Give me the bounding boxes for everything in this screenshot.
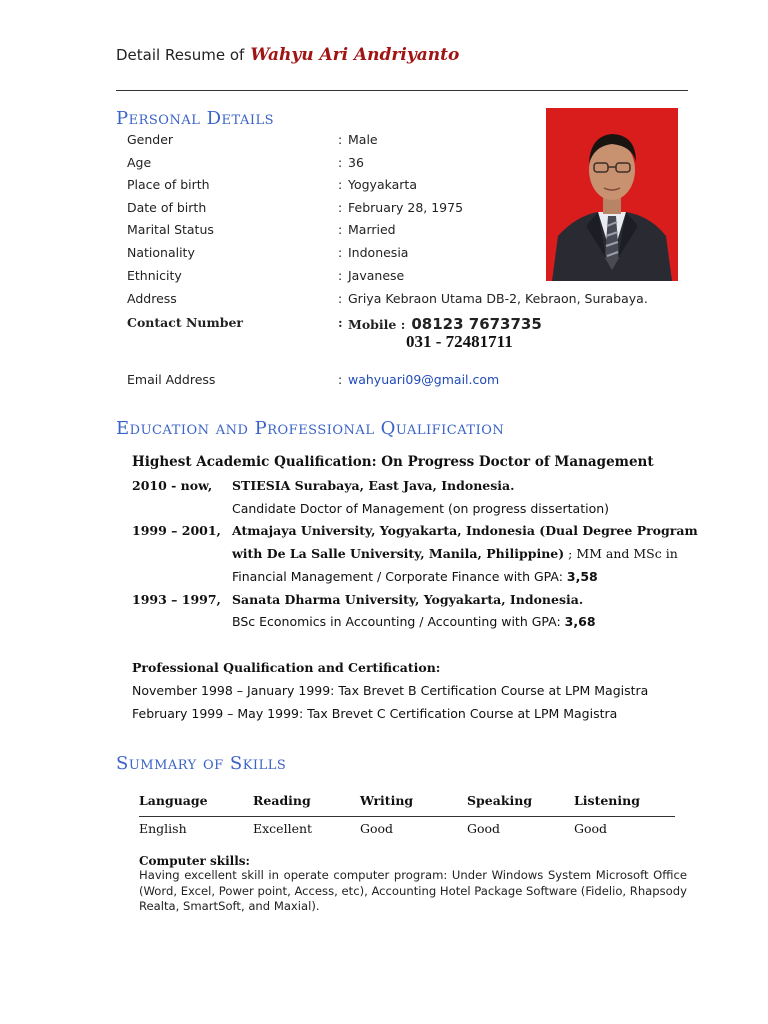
detail-colon: : <box>338 200 343 215</box>
detail-colon: : <box>338 372 343 387</box>
detail-label: Ethnicity <box>127 268 182 283</box>
detail-colon: : <box>338 315 343 330</box>
detail-value: Griya Kebraon Utama DB-2, Kebraon, Surabaya. <box>348 291 648 306</box>
candidate-name: Wahyu Ari Andriyanto <box>250 45 460 65</box>
detail-colon: : <box>338 155 343 170</box>
detail-colon: : <box>338 268 343 283</box>
education-heading: Education and Professional Qualification <box>116 418 505 439</box>
edu3-gpa: 3,68 <box>564 614 596 629</box>
edu1-detail: Candidate Doctor of Management (on progress dissertation) <box>232 501 610 516</box>
detail-colon: : <box>338 222 343 237</box>
email-label: Email Address <box>127 372 216 387</box>
computer-skills-text: Having excellent skill in operate computer program: Under Windows System Microsoft Office (Word, Excel, Power point, Access, etc), Accounting Hotel Package Software (Fidelio, Rhapsody Realta, SmartSoft, and Maxial). <box>139 868 688 913</box>
contact-mobile <box>348 315 542 333</box>
edu2-degree: ; MM and MSc in <box>564 546 678 561</box>
personal-details-heading: Personal Details <box>116 108 275 129</box>
edu3-detail-text: BSc Economics in Accounting / Accounting with GPA: <box>232 614 565 629</box>
detail-colon: : <box>338 132 343 147</box>
highest-qualification: Highest Academic Qualification: On Progress Doctor of Management <box>132 454 654 470</box>
detail-label: Gender <box>127 132 174 147</box>
edu1-school: STIESIA Surabaya, East Java, Indonesia. <box>232 478 515 493</box>
skills-header-reading: Reading <box>253 793 311 808</box>
detail-value: 36 <box>348 155 364 170</box>
edu2-school-partner: with De La Salle University, Manila, Philippine) <box>232 546 565 561</box>
skills-cell-language: English <box>139 821 187 836</box>
header-prefix: Detail Resume of <box>116 46 245 64</box>
skills-cell-reading: Excellent <box>253 821 313 836</box>
detail-colon: : <box>338 291 343 306</box>
edu2-school: Atmajaya University, Yogyakarta, Indonesia (Dual Degree Program <box>232 523 698 538</box>
certification-1: November 1998 – January 1999: Tax Brevet B Certification Course at LPM Magistra <box>132 683 649 698</box>
email-link[interactable]: wahyuari09@gmail.com <box>348 372 500 387</box>
skills-header-writing: Writing <box>360 793 414 808</box>
edu2-gpa: 3,58 <box>566 569 598 584</box>
skills-cell-writing: Good <box>360 821 394 836</box>
detail-label: Age <box>127 155 152 170</box>
contact-label: Contact Number <box>127 315 244 330</box>
phone-number: 031 - 72481711 <box>406 332 513 351</box>
detail-value: Javanese <box>348 268 405 283</box>
skills-header-listening: Listening <box>574 793 640 808</box>
detail-label: Nationality <box>127 245 195 260</box>
detail-value: Married <box>348 222 396 237</box>
detail-value: Yogyakarta <box>348 177 417 192</box>
detail-colon: : <box>338 177 343 192</box>
resume-header <box>116 45 459 65</box>
professional-qualification-title: Professional Qualification and Certification: <box>132 660 441 675</box>
edu3-school: Sanata Dharma University, Yogyakarta, Indonesia. <box>232 592 584 607</box>
portrait-illustration <box>546 108 678 281</box>
edu3-detail <box>232 614 596 629</box>
mobile-number: 08123 7673735 <box>411 315 542 333</box>
detail-value: Indonesia <box>348 245 409 260</box>
certification-2: February 1999 – May 1999: Tax Brevet C Certification Course at LPM Magistra <box>132 706 618 721</box>
skills-heading: Summary of Skills <box>116 753 287 774</box>
profile-photo <box>546 108 678 281</box>
detail-value: February 28, 1975 <box>348 200 464 215</box>
detail-value: Male <box>348 132 378 147</box>
mobile-label: Mobile : <box>348 317 406 332</box>
edu3-years: 1993 – 1997, <box>132 592 221 607</box>
skills-table-divider <box>139 816 675 817</box>
edu1-years: 2010 - now, <box>132 478 213 493</box>
detail-label: Date of birth <box>127 200 207 215</box>
skills-header-language: Language <box>139 793 208 808</box>
computer-skills-title: Computer skills: <box>139 854 250 868</box>
edu2-detail <box>232 569 598 584</box>
edu2-years: 1999 – 2001, <box>132 523 221 538</box>
detail-label: Address <box>127 291 177 306</box>
skills-cell-speaking: Good <box>467 821 501 836</box>
skills-header-speaking: Speaking <box>467 793 533 808</box>
edu2-detail-text: Financial Management / Corporate Finance with GPA: <box>232 569 567 584</box>
detail-label: Place of birth <box>127 177 210 192</box>
edu2-school-line2 <box>232 546 678 561</box>
detail-label: Marital Status <box>127 222 214 237</box>
detail-colon: : <box>338 245 343 260</box>
skills-cell-listening: Good <box>574 821 608 836</box>
header-divider <box>116 90 688 91</box>
